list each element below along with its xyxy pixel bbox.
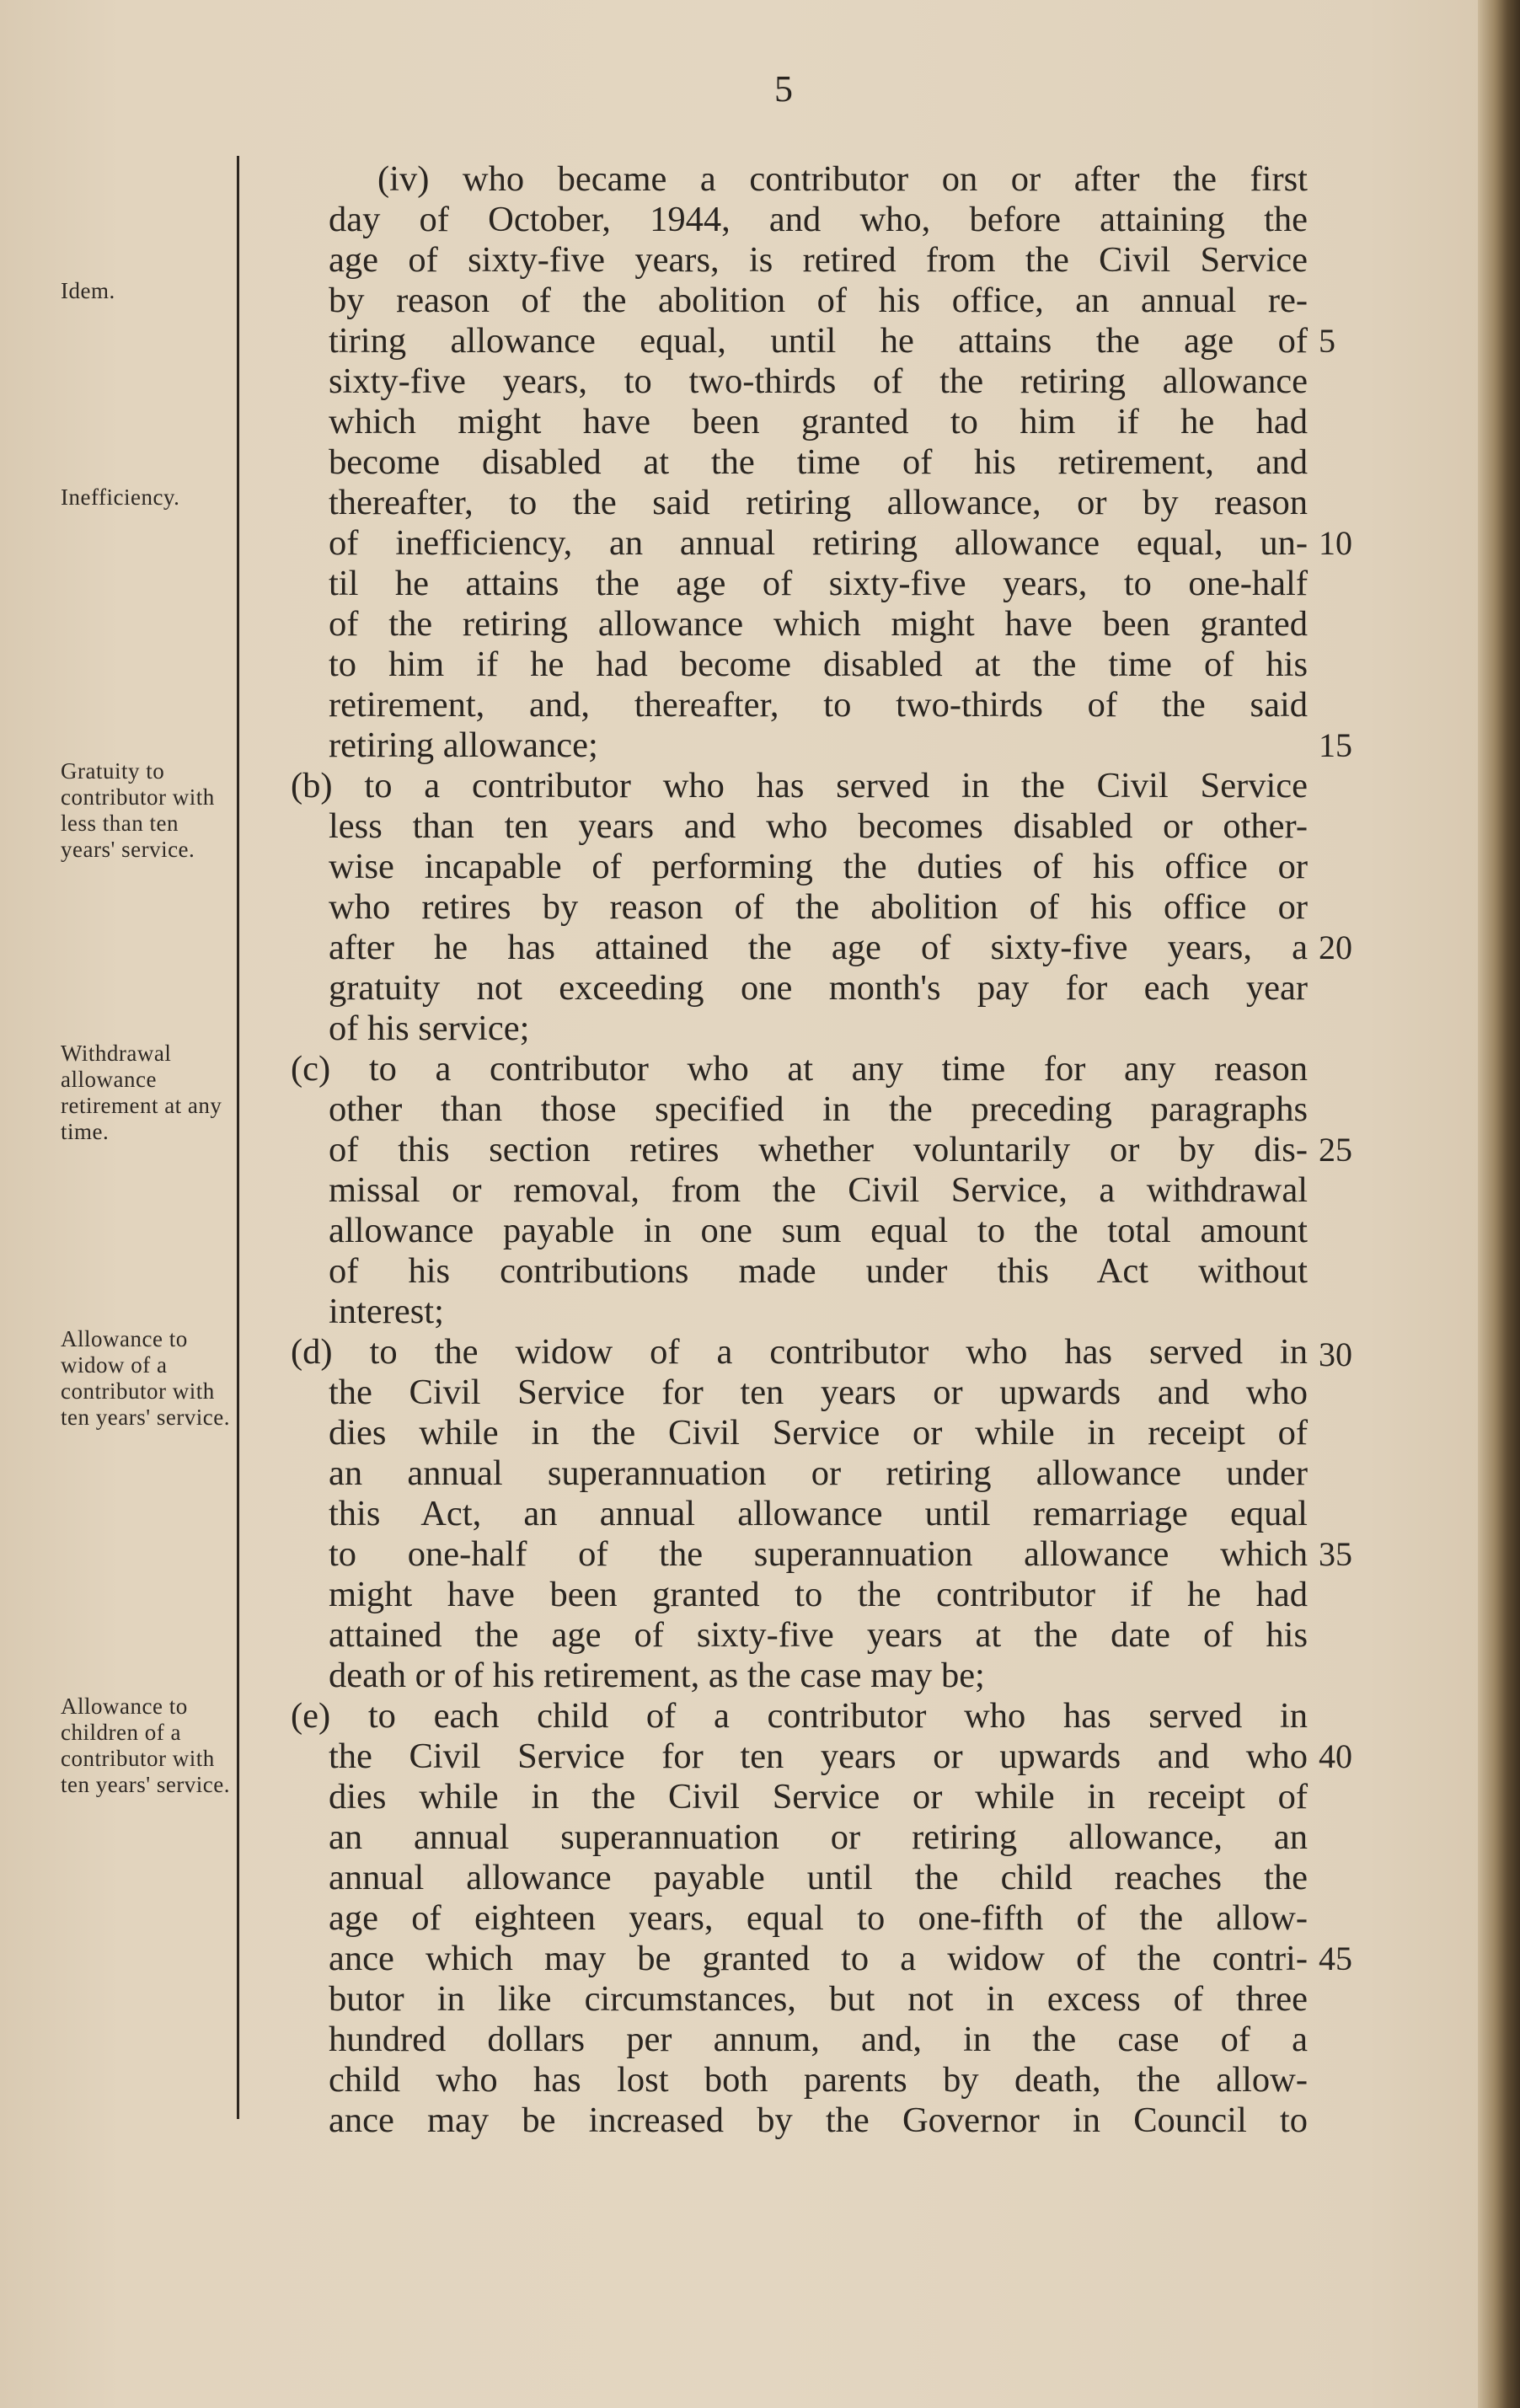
text-line: hundred dollars per annum, and, in the case of a	[329, 2020, 1308, 2059]
text-line: tiring allowance equal, until he attains the age of	[329, 321, 1308, 361]
margin-note-children-allowance: Allowance to children of a contributor with ten years' service.	[61, 1694, 231, 1797]
text-line: retiring allowance;	[329, 725, 598, 765]
text-line: might have been granted to the contributor if he had	[329, 1575, 1308, 1614]
text-line: the Civil Service for ten years or upwards and who	[329, 1373, 1308, 1412]
margin-note-gratuity: Gratuity to contributor with less than ten years' service.	[61, 758, 215, 862]
text-line: gratuity not exceeding one month's pay for each year	[329, 968, 1308, 1008]
line-number: 25	[1319, 1131, 1352, 1169]
margin-note-idem: Idem.	[61, 278, 115, 303]
text-line: interest;	[329, 1292, 444, 1331]
text-line: child who has lost both parents by death, the allow-	[329, 2060, 1308, 2100]
line-number: 10	[1319, 524, 1352, 562]
text-line: after he has attained the age of sixty-five years, a	[329, 928, 1308, 967]
line-number: 30	[1319, 1335, 1352, 1373]
text-line: of his service;	[329, 1009, 530, 1048]
text-line: ance which may be granted to a widow of the contri-	[329, 1939, 1308, 1978]
paragraph-d-start: (d) to the widow of a contributor who has served in	[291, 1332, 1308, 1372]
line-number: 5	[1319, 322, 1335, 360]
text-line: til he attains the age of sixty-five years, to one-half	[329, 564, 1308, 603]
text-line: an annual superannuation or retiring allowance under	[329, 1453, 1308, 1493]
text-line: become disabled at the time of his retirement, and	[329, 442, 1308, 482]
paragraph-e-start: (e) to each child of a contributor who has served in	[291, 1696, 1308, 1736]
text-line: of this section retires whether voluntarily or by dis-	[329, 1130, 1308, 1169]
text-line: wise incapable of performing the duties of his office or	[329, 847, 1308, 886]
line-number: 35	[1319, 1535, 1352, 1573]
book-binding-edge	[1478, 0, 1520, 2408]
text-line: retirement, and, thereafter, to two-thirds of the said	[329, 685, 1308, 725]
margin-note-inefficiency: Inefficiency.	[61, 484, 180, 510]
line-number: 45	[1319, 1940, 1352, 1977]
paragraph-b-start: (b) to a contributor who has served in the Civil Service	[291, 766, 1308, 805]
text-line: other than those specified in the preceding paragraphs	[329, 1089, 1308, 1129]
text-line: sixty-five years, to two-thirds of the retiring allowance	[329, 361, 1308, 401]
text-line: less than ten years and who becomes disabled or other-	[329, 806, 1308, 846]
text-line: an annual superannuation or retiring allowance, an	[329, 1817, 1308, 1857]
text-line: dies while in the Civil Service or while in receipt of	[329, 1777, 1308, 1817]
text-line: day of October, 1944, and who, before attaining the	[329, 200, 1308, 239]
text-line: age of sixty-five years, is retired from the Civil Service	[329, 240, 1308, 280]
text-line: allowance payable in one sum equal to the total amount	[329, 1211, 1308, 1250]
text-line: death or of his retirement, as the case may be;	[329, 1656, 985, 1695]
text-line: thereafter, to the said retiring allowance, or by reason	[329, 483, 1308, 522]
text-line: (iv) who became a contributor on or after the first	[377, 159, 1308, 199]
text-line: to him if he had become disabled at the time of his	[329, 645, 1308, 684]
text-line: of the retiring allowance which might have been granted	[329, 604, 1308, 644]
text-line: which might have been granted to him if he had	[329, 402, 1308, 441]
text-line: missal or removal, from the Civil Service, a withdrawal	[329, 1170, 1308, 1210]
text-line: who retires by reason of the abolition of his office or	[329, 887, 1308, 927]
text-line: butor in like circumstances, but not in excess of three	[329, 1979, 1308, 2019]
text-line: age of eighteen years, equal to one-fifth of the allow-	[329, 1898, 1308, 1938]
text-line: of inefficiency, an annual retiring allowance equal, un-	[329, 523, 1308, 563]
margin-note-widow-allowance: Allowance to widow of a contributor with ten years' service.	[61, 1326, 231, 1430]
text-line: attained the age of sixty-five years at the date of his	[329, 1615, 1308, 1655]
text-line: of his contributions made under this Act without	[329, 1251, 1308, 1291]
line-number: 15	[1319, 726, 1352, 764]
text-line: to one-half of the superannuation allowance which	[329, 1534, 1308, 1574]
text-line: by reason of the abolition of his office, an annual re-	[329, 281, 1308, 320]
text-line: ance may be increased by the Governor in Council to	[329, 2100, 1308, 2140]
text-line: annual allowance payable until the child reaches the	[329, 1858, 1308, 1897]
text-line: this Act, an annual allowance until remarriage equal	[329, 1494, 1308, 1533]
paragraph-c-start: (c) to a contributor who at any time for any reason	[291, 1049, 1308, 1089]
text-line: the Civil Service for ten years or upwards and who	[329, 1736, 1308, 1776]
line-number: 20	[1319, 928, 1352, 966]
page-number: 5	[774, 68, 793, 110]
text-line: dies while in the Civil Service or while in receipt of	[329, 1413, 1308, 1453]
margin-note-withdrawal-allowance: Withdrawal allowance retirement at any time.	[61, 1041, 222, 1144]
line-number: 40	[1319, 1737, 1352, 1775]
